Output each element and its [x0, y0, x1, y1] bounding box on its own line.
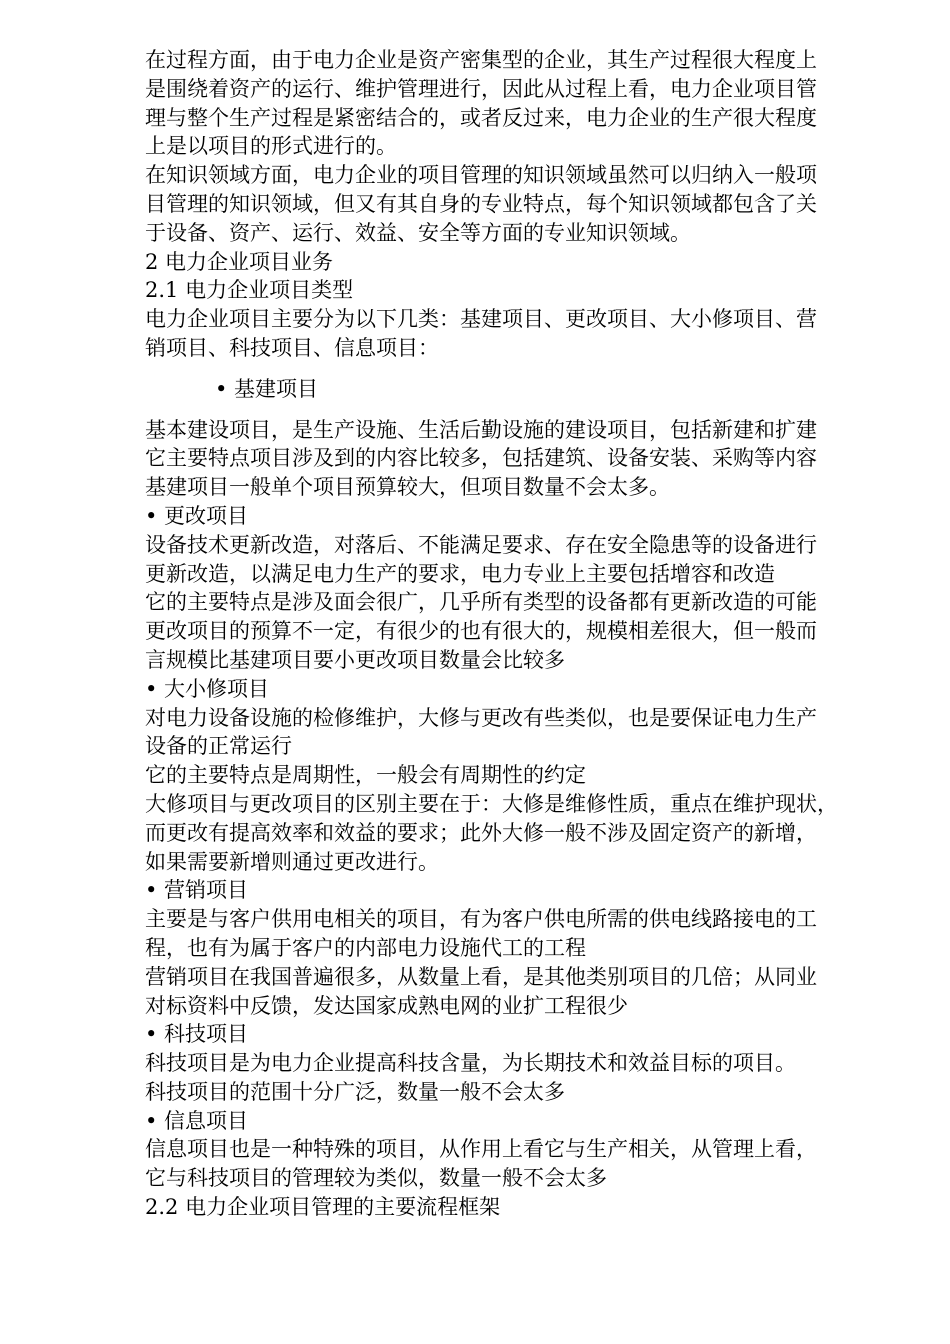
bullet-heading: • 科技项目: [145, 1022, 249, 1047]
text-line: 理与整个生产过程是紧密结合的，或者反过来，电力企业的生产很大程度: [145, 105, 817, 130]
bullet-heading: • 营销项目: [145, 878, 249, 903]
subsection-heading: 2.1 电力企业项目类型: [145, 278, 354, 303]
text-line: 如果需要新增则通过更改进行。: [145, 849, 439, 874]
text-line: 对电力设备设施的检修维护，大修与更改有些类似，也是要保证电力生产: [145, 705, 817, 730]
text-line: 设备的正常运行: [145, 734, 292, 759]
bullet-heading: • 更改项目: [145, 503, 249, 528]
document-page: [145, 46, 875, 1222]
text-line: 主要是与客户供用电相关的项目，有为客户供电所需的供电线路接电的工: [145, 907, 817, 932]
text-line: 于设备、资产、运行、效益、安全等方面的专业知识领域。: [145, 220, 691, 245]
text-line: 它的主要特点是涉及面会很广，几乎所有类型的设备都有更新改造的可能: [145, 590, 817, 615]
bullet-heading: • 基建项目: [215, 376, 319, 401]
text-line: 营销项目在我国普遍很多，从数量上看，是其他类别项目的几倍；从同业: [145, 964, 817, 989]
text-line: 科技项目是为电力企业提高科技含量，为长期技术和效益目标的项目。: [145, 1051, 796, 1076]
text-line: 上是以项目的形式进行的。: [145, 134, 397, 159]
text-line: 电力企业项目主要分为以下几类：基建项目、更改项目、大小修项目、营: [145, 307, 817, 332]
text-line: 销项目、科技项目、信息项目：: [145, 335, 439, 360]
text-line: 对标资料中反馈，发达国家成熟电网的业扩工程很少: [145, 993, 628, 1018]
text-line: 它的主要特点是周期性，一般会有周期性的约定: [145, 763, 586, 788]
subsection-heading: 2.2 电力企业项目管理的主要流程框架: [145, 1195, 501, 1220]
bullet-heading: • 信息项目: [145, 1108, 249, 1133]
text-line: 目管理的知识领域，但又有其自身的专业特点，每个知识领域都包含了关: [145, 191, 817, 216]
text-line: 它与科技项目的管理较为类似，数量一般不会太多: [145, 1166, 607, 1191]
text-line: 科技项目的范围十分广泛，数量一般不会太多: [145, 1079, 565, 1104]
section-heading: 2 电力企业项目业务: [145, 249, 334, 274]
text-line: 更改项目的预算不一定，有很少的也有很大的，规模相差很大，但一般而: [145, 619, 817, 644]
text-line: 程，也有为属于客户的内部电力设施代工的工程: [145, 935, 586, 960]
text-line: 大修项目与更改项目的区别主要在于：大修是维修性质，重点在维护现状，: [145, 791, 838, 816]
text-line: 基本建设项目，是生产设施、生活后勤设施的建设项目，包括新建和扩建: [145, 417, 817, 442]
bullet-heading: • 大小修项目: [145, 676, 270, 701]
text-line: 在过程方面，由于电力企业是资产密集型的企业，其生产过程很大程度上: [145, 48, 817, 72]
text-line: 更新改造，以满足电力生产的要求，电力专业上主要包括增容和改造: [145, 561, 775, 586]
text-line: 设备技术更新改造，对落后、不能满足要求、存在安全隐患等的设备进行: [145, 532, 817, 557]
text-line: 信息项目也是一种特殊的项目，从作用上看它与生产相关，从管理上看，: [145, 1137, 817, 1162]
text-line: 基建项目一般单个项目预算较大，但项目数量不会太多。: [145, 475, 670, 500]
text-line: 它主要特点项目涉及到的内容比较多，包括建筑、设备安装、采购等内容: [145, 446, 817, 471]
text-line: 而更改有提高效率和效益的要求；此外大修一般不涉及固定资产的新增，: [145, 820, 817, 845]
text-line: 言规模比基建项目要小更改项目数量会比较多: [145, 647, 565, 672]
text-line: 在知识领域方面，电力企业的项目管理的知识领域虽然可以归纳入一般项: [145, 163, 817, 188]
text-line: 是围绕着资产的运行、维护管理进行，因此从过程上看，电力企业项目管: [145, 76, 817, 101]
